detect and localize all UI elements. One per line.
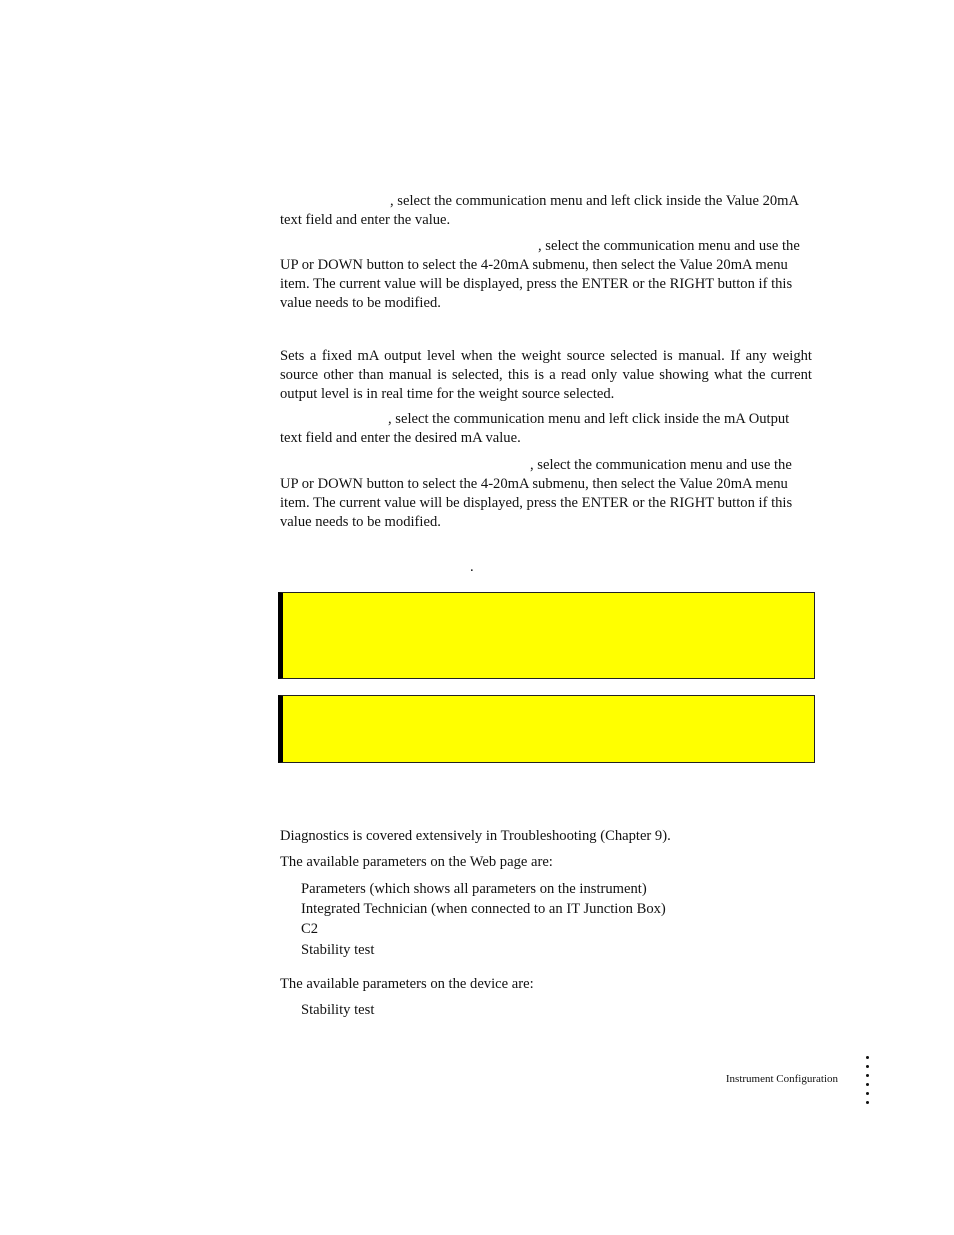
list-item: Parameters (which shows all parameters on the instrument) — [301, 881, 647, 897]
dot — [866, 1074, 869, 1077]
footer-dots-ornament — [865, 1056, 871, 1110]
footer-section-title: Instrument Configuration — [725, 1073, 838, 1085]
dot — [866, 1101, 869, 1104]
dot — [866, 1065, 869, 1068]
web-params-heading: The available parameters on the Web page are: — [280, 854, 553, 870]
dot — [866, 1092, 869, 1095]
value20ma-device-instruction — [280, 237, 812, 313]
dot — [866, 1083, 869, 1086]
value20ma-web-instruction — [280, 192, 812, 230]
list-item: C2 — [301, 921, 319, 937]
value20ma-device-text: , select the communication menu and use the UP or DOWN button to select the 4-20mA submenu, then select the Value 20mA menu item. The current value will be displayed, press the ENTER or the RIGHT button if this value needs to be modified. — [280, 238, 800, 311]
device-params-heading: The available parameters on the device are: — [280, 976, 534, 992]
list-item: Stability test — [301, 1002, 375, 1018]
ma-output-description — [280, 347, 812, 404]
dot — [866, 1056, 869, 1059]
diagnostics-intro: Diagnostics is covered extensively in Troubleshooting (Chapter 9). — [280, 828, 671, 844]
list-item: Integrated Technician (when connected to an IT Junction Box) — [301, 901, 666, 917]
ma-output-web-text: , select the communication menu and left click inside the mA Output text field and enter the desired mA value. — [280, 411, 790, 446]
note-box-warning — [278, 695, 815, 763]
ma-output-web-instruction — [280, 410, 812, 448]
trailing-period: . — [470, 559, 474, 575]
list-item: Stability test — [301, 942, 375, 958]
ma-output-device-text: , select the communication menu and use the UP or DOWN button to select the 4-20mA submenu, then select the Value 20mA menu item. The current value will be displayed, press the ENTER or the RIGHT button if this value needs to be modified. — [280, 457, 793, 530]
ma-output-description-text: Sets a fixed mA output level when the weight source selected is manual. If any weight source other than manual is selected, this is a read only value showing what the current output level is in real time for the weight source selected. — [280, 348, 812, 402]
ma-output-device-instruction — [280, 456, 812, 532]
note-box-caution — [278, 592, 815, 679]
value20ma-web-text: , select the communication menu and left click inside the Value 20mA text field and enter the value. — [280, 193, 799, 228]
